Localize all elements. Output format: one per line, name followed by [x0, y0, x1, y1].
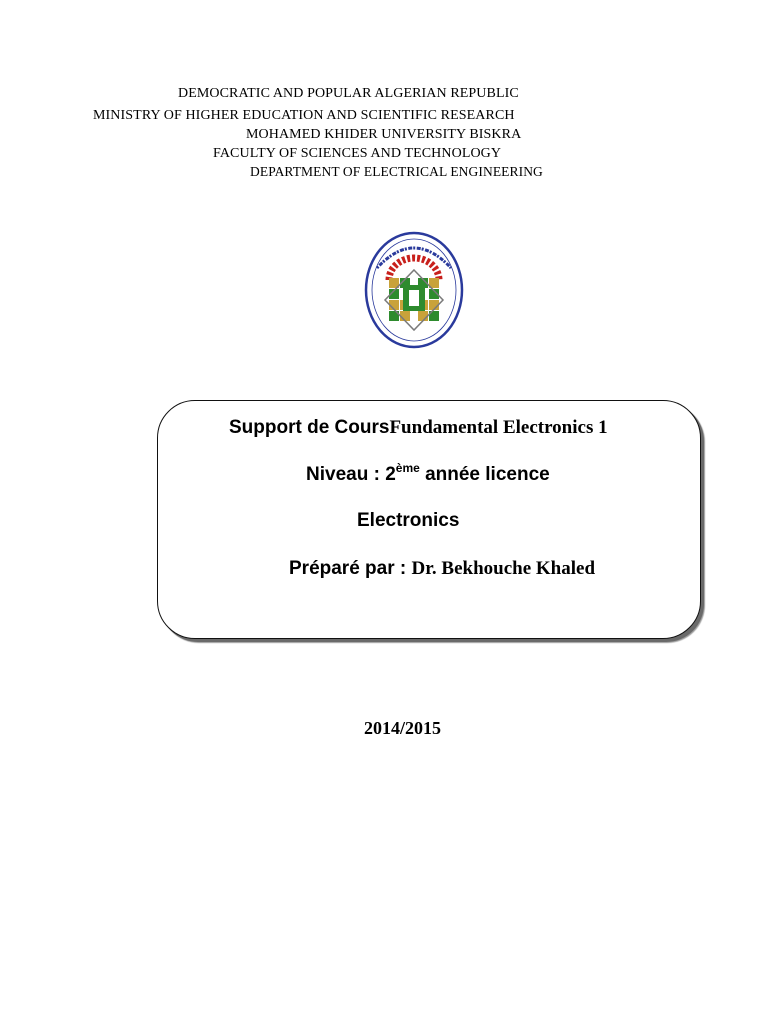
level-line	[306, 461, 550, 486]
course-title: Fundamental Electronics 1	[389, 417, 608, 438]
university-seal-icon	[363, 230, 465, 350]
course-title-line	[229, 417, 608, 439]
author-line	[289, 558, 595, 580]
author-name: Dr. Bekhouche Khaled	[411, 558, 596, 579]
prepared-label: Préparé par :	[289, 558, 412, 579]
support-label: Support de Cours	[229, 417, 390, 438]
academic-year: 2014/2015	[364, 718, 442, 738]
course-info-box	[157, 400, 701, 639]
header-line-department: DEPARTMENT OF ELECTRICAL ENGINEERING	[250, 164, 543, 179]
header-line-ministry: MINISTRY OF HIGHER EDUCATION AND SCIENTIFIC RESEARCH	[93, 108, 515, 123]
header-line-faculty: FACULTY OF SCIENCES AND TECHNOLOGY	[213, 146, 502, 161]
header-line-republic: DEMOCRATIC AND POPULAR ALGERIAN REPUBLIC	[178, 86, 519, 101]
niveau-label: Niveau :	[306, 464, 386, 485]
level-superscript: ème	[395, 461, 420, 475]
subject-title: Electronics	[357, 510, 460, 531]
level-text: année licence	[419, 464, 550, 485]
header-line-university: MOHAMED KHIDER UNIVERSITY BISKRA	[246, 127, 522, 142]
level-number: 2	[385, 464, 396, 485]
